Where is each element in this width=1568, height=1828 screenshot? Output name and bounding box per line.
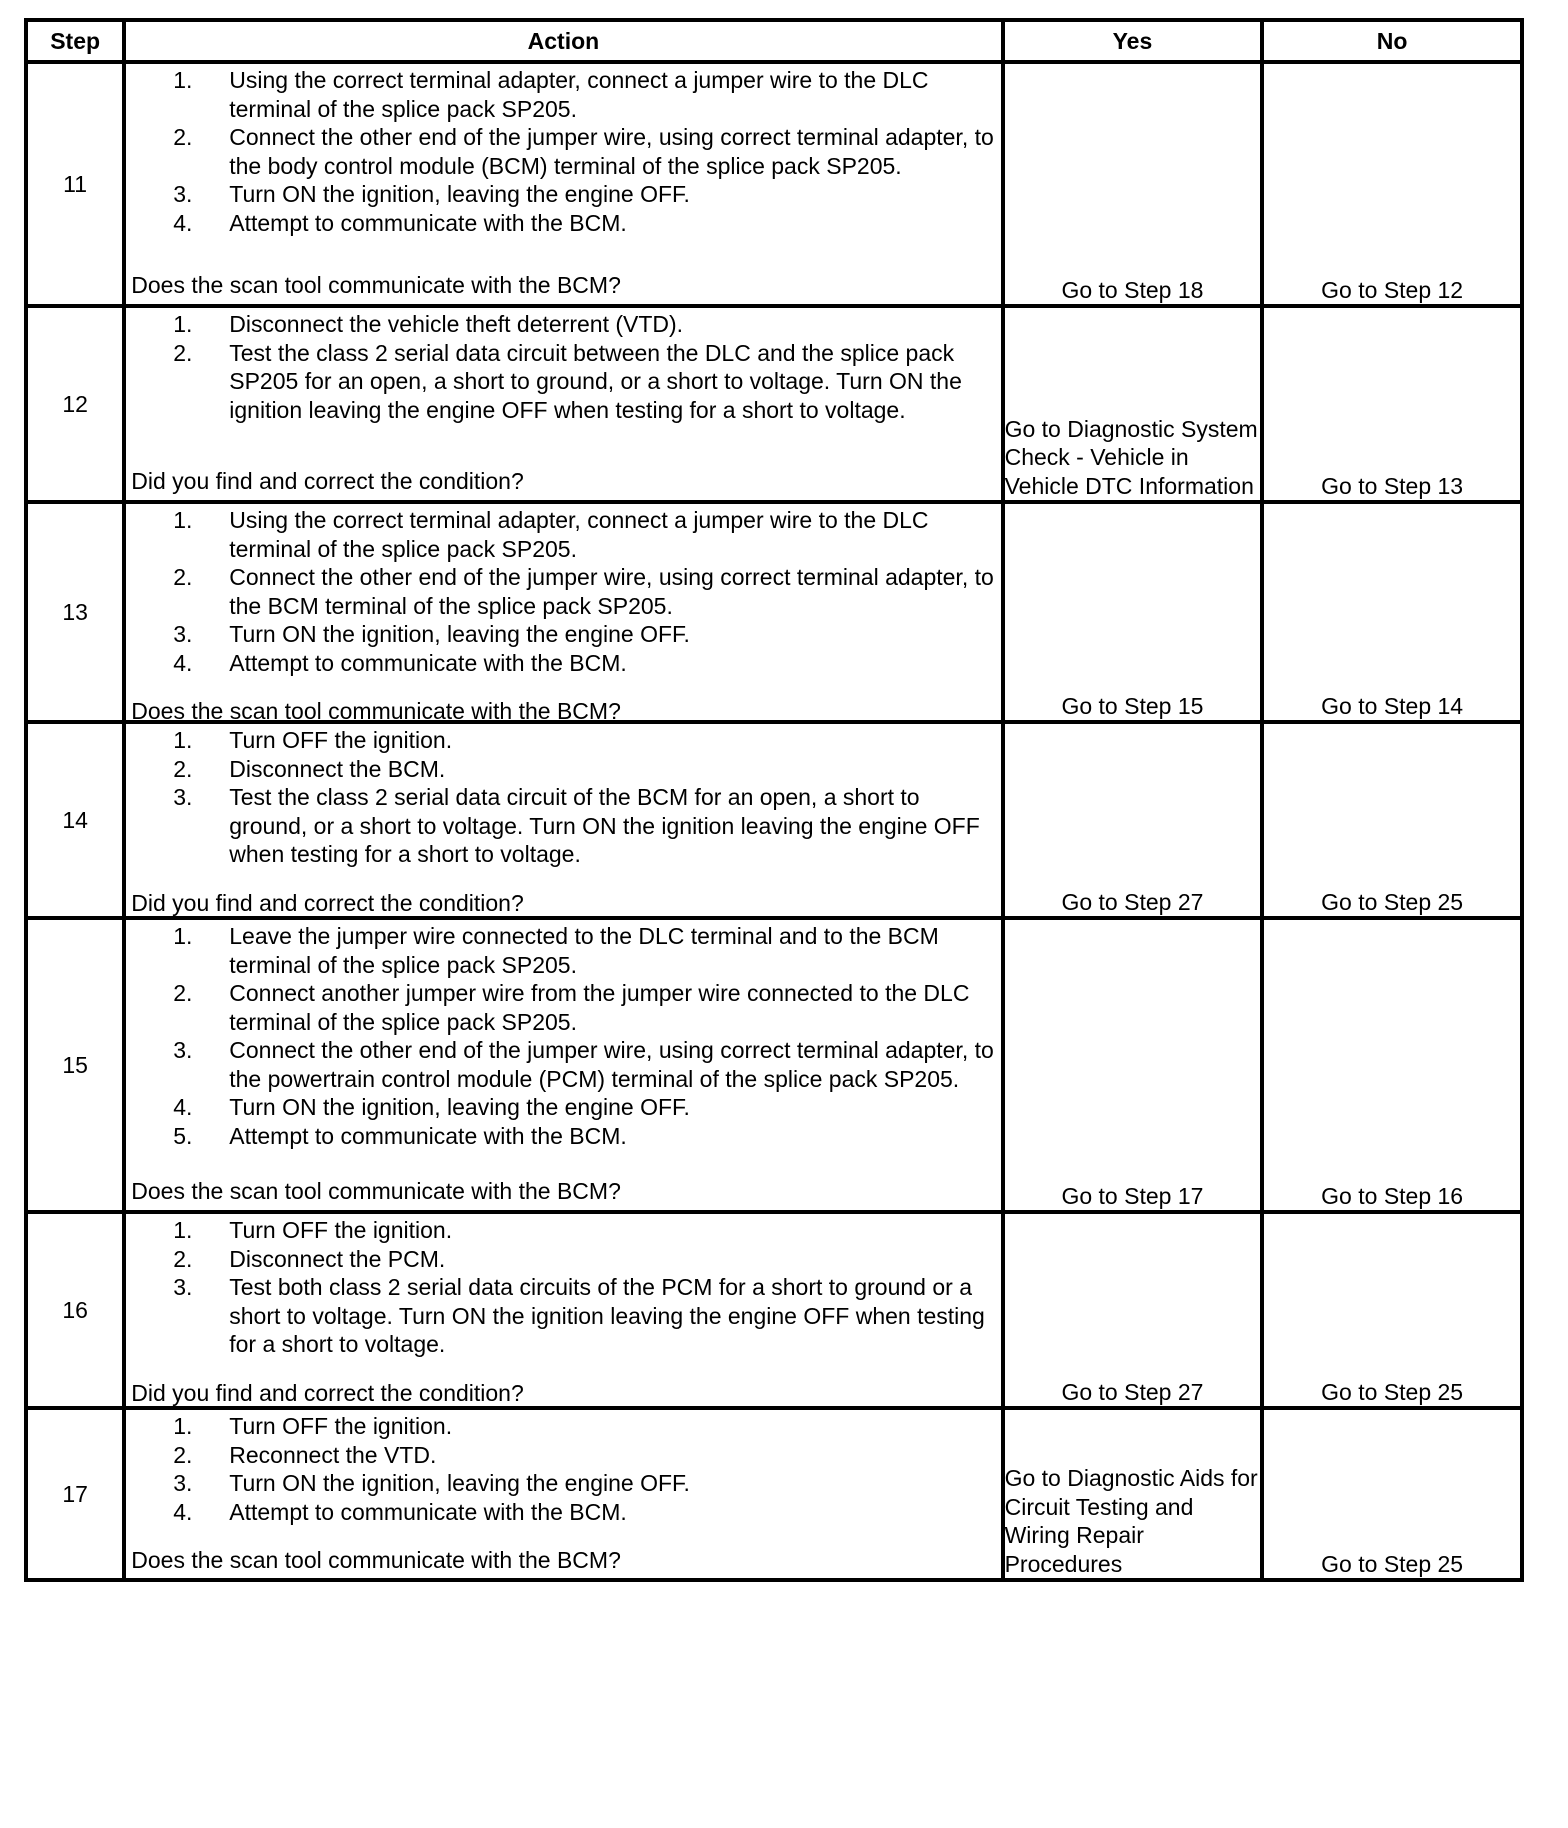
list-item <box>131 1245 994 1274</box>
action-cell <box>124 306 1002 502</box>
list-item-text: Turn ON the ignition, leaving the engine OFF. <box>229 181 690 207</box>
list-item-text: Leave the jumper wire connected to the DLC terminal and to the BCM terminal of the splice pack SP205. <box>229 923 939 978</box>
list-item <box>131 1273 994 1359</box>
action-content <box>126 920 1000 1206</box>
list-item-number: 1. <box>173 923 193 949</box>
list-item-number: 1. <box>173 1217 193 1243</box>
list-item-text: Turn OFF the ignition. <box>229 727 453 753</box>
list-item-text: Test the class 2 serial data circuit of the BCM for an open, a short to ground, or a short to voltage. Turn ON the ignition leaving the engine OFF when testing for a short to voltage. <box>229 784 980 867</box>
list-item <box>131 209 994 238</box>
action-steps-list <box>131 66 994 237</box>
step-number: 13 <box>26 502 124 722</box>
list-item-text: Attempt to communicate with the BCM. <box>229 1122 627 1149</box>
step-number: 11 <box>26 62 124 306</box>
list-item <box>131 1469 994 1498</box>
header-no: No <box>1262 20 1522 62</box>
list-item-number: 4. <box>173 649 193 676</box>
action-cell <box>124 1212 1002 1408</box>
action-question: Does the scan tool communicate with the BCM? <box>131 1177 621 1204</box>
list-item <box>131 649 994 678</box>
step-number: 12 <box>26 306 124 502</box>
list-item-number: 2. <box>173 564 193 590</box>
list-item <box>131 1441 994 1470</box>
list-item-text: Reconnect the VTD. <box>229 1441 437 1468</box>
action-cell <box>124 62 1002 306</box>
list-item <box>131 1122 994 1151</box>
table-row <box>26 918 1522 1212</box>
table-row <box>26 62 1522 306</box>
action-steps-list <box>131 1412 994 1526</box>
list-item-text: Attempt to communicate with the BCM. <box>229 649 627 676</box>
list-item-number: 3. <box>173 181 193 207</box>
action-content <box>126 1410 1000 1574</box>
list-item-number: 1. <box>173 311 193 337</box>
action-content <box>126 308 1000 496</box>
no-result: Go to Step 25 <box>1262 1408 1522 1580</box>
list-item-text: Disconnect the vehicle theft deterrent (VTD). <box>229 311 684 337</box>
list-item-number: 1. <box>173 67 193 93</box>
list-item-number: 4. <box>173 1498 193 1525</box>
yes-result: Go to Step 17 <box>1003 918 1263 1212</box>
yes-result: Go to Diagnostic System Check - Vehicle in Vehicle DTC Information <box>1003 306 1263 502</box>
action-steps-list <box>131 310 994 424</box>
no-result: Go to Step 16 <box>1262 918 1522 1212</box>
list-item-text: Connect the other end of the jumper wire, using correct terminal adapter, to the powertrain control module (PCM) terminal of the splice pack SP205. <box>229 1037 994 1092</box>
list-item-number: 2. <box>173 755 193 782</box>
list-item-number: 1. <box>173 1413 193 1439</box>
action-cell <box>124 502 1002 722</box>
list-item-number: 3. <box>173 1274 193 1300</box>
action-steps-list <box>131 726 994 869</box>
list-item-number: 5. <box>173 1122 193 1149</box>
action-question: Did you find and correct the condition? <box>131 1379 524 1406</box>
header-yes: Yes <box>1003 20 1263 62</box>
yes-result: Go to Diagnostic Aids for Circuit Testing and Wiring Repair Procedures <box>1003 1408 1263 1580</box>
list-item-number: 4. <box>173 1094 193 1120</box>
list-item <box>131 922 994 979</box>
list-item-text: Using the correct terminal adapter, connect a jumper wire to the DLC terminal of the splice pack SP205. <box>229 67 929 122</box>
list-item <box>131 1498 994 1527</box>
table-row <box>26 502 1522 722</box>
list-item-number: 2. <box>173 1441 193 1468</box>
list-item-number: 3. <box>173 1037 193 1063</box>
list-item-text: Test the class 2 serial data circuit between the DLC and the splice pack SP205 for an open, a short to ground, or a short to voltage. Turn ON the ignition leaving the engine OFF when testing for a short to voltage. <box>229 339 962 423</box>
list-item-text: Turn ON the ignition, leaving the engine OFF. <box>229 1094 690 1120</box>
step-number: 15 <box>26 918 124 1212</box>
action-question: Does the scan tool communicate with the BCM? <box>131 271 621 298</box>
action-content <box>126 1214 1000 1406</box>
list-item-number: 2. <box>173 339 193 366</box>
list-item-number: 3. <box>173 784 193 810</box>
list-item-number: 1. <box>173 507 193 533</box>
step-number: 17 <box>26 1408 124 1580</box>
action-steps-list <box>131 922 994 1150</box>
yes-result: Go to Step 27 <box>1003 1212 1263 1408</box>
list-item <box>131 726 994 755</box>
list-item <box>131 310 994 339</box>
list-item-number: 3. <box>173 621 193 647</box>
action-question: Does the scan tool communicate with the BCM? <box>131 1547 621 1573</box>
yes-result: Go to Step 15 <box>1003 502 1263 722</box>
action-cell <box>124 1408 1002 1580</box>
action-steps-list <box>131 1216 994 1359</box>
list-item-text: Connect another jumper wire from the jumper wire connected to the DLC terminal of the splice pack SP205. <box>229 980 970 1035</box>
list-item-text: Attempt to communicate with the BCM. <box>229 1498 627 1525</box>
no-result: Go to Step 13 <box>1262 306 1522 502</box>
yes-result: Go to Step 18 <box>1003 62 1263 306</box>
header-step: Step <box>26 20 124 62</box>
list-item <box>131 123 994 180</box>
action-question: Did you find and correct the condition? <box>131 467 524 494</box>
list-item-text: Connect the other end of the jumper wire, using correct terminal adapter, to the body control module (BCM) terminal of the splice pack SP205. <box>229 124 994 179</box>
list-item-number: 1. <box>173 727 193 753</box>
table-row <box>26 306 1522 502</box>
list-item <box>131 563 994 620</box>
list-item-text: Turn ON the ignition, leaving the engine OFF. <box>229 1470 690 1496</box>
action-question: Does the scan tool communicate with the BCM? <box>131 698 621 724</box>
header-action: Action <box>124 20 1002 62</box>
list-item-text: Attempt to communicate with the BCM. <box>229 209 627 236</box>
action-content <box>126 724 1000 916</box>
no-result: Go to Step 25 <box>1262 1212 1522 1408</box>
list-item <box>131 1093 994 1122</box>
list-item-number: 4. <box>173 209 193 236</box>
header-row <box>26 20 1522 62</box>
action-question: Did you find and correct the condition? <box>131 889 524 916</box>
list-item <box>131 1216 994 1245</box>
table-body <box>26 62 1522 1580</box>
list-item <box>131 339 994 425</box>
list-item <box>131 979 994 1036</box>
table-row <box>26 1408 1522 1580</box>
action-cell <box>124 918 1002 1212</box>
no-result: Go to Step 12 <box>1262 62 1522 306</box>
no-result: Go to Step 14 <box>1262 502 1522 722</box>
action-steps-list <box>131 506 994 677</box>
list-item <box>131 755 994 784</box>
step-number: 16 <box>26 1212 124 1408</box>
list-item-number: 2. <box>173 980 193 1006</box>
table-row <box>26 1212 1522 1408</box>
action-content <box>126 504 1000 724</box>
list-item-text: Turn OFF the ignition. <box>229 1217 453 1243</box>
step-number: 14 <box>26 722 124 918</box>
action-cell <box>124 722 1002 918</box>
list-item-number: 2. <box>173 124 193 150</box>
action-content <box>126 64 1000 300</box>
list-item-text: Turn OFF the ignition. <box>229 1413 453 1439</box>
list-item <box>131 66 994 123</box>
list-item-text: Disconnect the BCM. <box>229 755 446 782</box>
diagnostic-table <box>24 18 1524 1582</box>
yes-result: Go to Step 27 <box>1003 722 1263 918</box>
list-item-text: Connect the other end of the jumper wire, using correct terminal adapter, to the BCM terminal of the splice pack SP205. <box>229 564 994 619</box>
list-item-text: Turn ON the ignition, leaving the engine OFF. <box>229 621 690 647</box>
list-item <box>131 620 994 649</box>
list-item <box>131 783 994 869</box>
list-item <box>131 506 994 563</box>
no-result: Go to Step 25 <box>1262 722 1522 918</box>
list-item-number: 2. <box>173 1245 193 1272</box>
list-item <box>131 180 994 209</box>
list-item <box>131 1036 994 1093</box>
table-row <box>26 722 1522 918</box>
list-item-text: Test both class 2 serial data circuits of the PCM for a short to ground or a short to voltage. Turn ON the ignition leaving the engine OFF when testing for a short to voltage. <box>229 1274 985 1357</box>
list-item-text: Using the correct terminal adapter, connect a jumper wire to the DLC terminal of the splice pack SP205. <box>229 507 929 562</box>
list-item <box>131 1412 994 1441</box>
list-item-text: Disconnect the PCM. <box>229 1245 446 1272</box>
list-item-number: 3. <box>173 1470 193 1496</box>
